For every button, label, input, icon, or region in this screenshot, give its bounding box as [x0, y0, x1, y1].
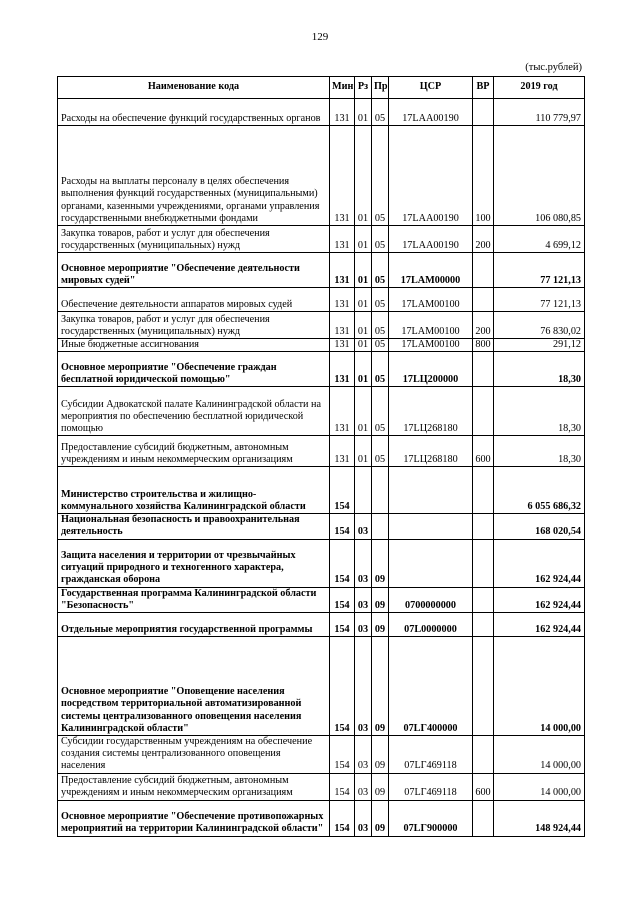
header-rz: Рз: [355, 77, 372, 99]
row-pr: [372, 467, 389, 514]
table-row: [58, 99, 585, 126]
row-amount: 106 080,85: [494, 126, 585, 226]
table-row: [58, 312, 585, 339]
row-rz: [355, 467, 372, 514]
table-row: [58, 514, 585, 539]
header-year: 2019 год: [494, 77, 585, 99]
row-min: 154: [330, 514, 355, 539]
table-row: [58, 253, 585, 288]
row-name: Основное мероприятие "Обеспечение граждан бесплатной юридической помощью": [58, 352, 330, 387]
table-header-row: [58, 77, 585, 99]
row-name: Защита населения и территории от чрезвычайных ситуаций природного и техногенного характера, гражданская оборона: [58, 539, 330, 587]
row-name: Отдельные мероприятия государственной программы: [58, 613, 330, 637]
table-row: [58, 226, 585, 253]
row-rz: 03: [355, 539, 372, 587]
row-name: Расходы на обеспечение функций государственных органов: [58, 99, 330, 126]
row-rz: 03: [355, 587, 372, 612]
table-row: [58, 613, 585, 637]
row-name: Обеспечение деятельности аппаратов мировых судей: [58, 288, 330, 312]
row-vr: [473, 352, 494, 387]
row-amount: 14 000,00: [494, 773, 585, 800]
table-row: [58, 800, 585, 836]
row-pr: 09: [372, 613, 389, 637]
row-amount: 291,12: [494, 339, 585, 352]
row-name: Предоставление субсидий бюджетным, автономным учреждениям и иным некоммерческим организациям: [58, 436, 330, 467]
row-min: 131: [330, 253, 355, 288]
row-name: Национальная безопасность и правоохранительная деятельность: [58, 514, 330, 539]
row-csr: 17LЦ200000: [389, 352, 473, 387]
row-csr: 17LAM00100: [389, 312, 473, 339]
row-csr: 07LГ900000: [389, 800, 473, 836]
row-pr: 09: [372, 539, 389, 587]
row-csr: 17LЦ268180: [389, 436, 473, 467]
page-number: 129: [311, 31, 329, 43]
row-vr: [473, 514, 494, 539]
row-vr: [473, 736, 494, 774]
row-rz: 01: [355, 436, 372, 467]
row-min: 131: [330, 99, 355, 126]
row-min: 154: [330, 587, 355, 612]
row-amount: 14 000,00: [494, 637, 585, 736]
row-vr: 200: [473, 312, 494, 339]
row-min: 154: [330, 613, 355, 637]
row-pr: 05: [372, 352, 389, 387]
row-rz: 03: [355, 773, 372, 800]
row-amount: 77 121,13: [494, 288, 585, 312]
row-min: 154: [330, 637, 355, 736]
row-min: 131: [330, 352, 355, 387]
table-row: [58, 467, 585, 514]
row-vr: [473, 637, 494, 736]
header-name: Наименование кода: [58, 77, 330, 99]
row-csr: 17LЦ268180: [389, 387, 473, 436]
table-row: [58, 387, 585, 436]
row-amount: 162 924,44: [494, 587, 585, 612]
row-vr: 800: [473, 339, 494, 352]
row-vr: [473, 99, 494, 126]
table-row: [58, 436, 585, 467]
row-amount: 110 779,97: [494, 99, 585, 126]
row-name: Министерство строительства и жилищно-коммунального хозяйства Калининградской области: [58, 467, 330, 514]
row-csr: [389, 539, 473, 587]
row-name: Субсидии Адвокатской палате Калининградской области на мероприятия по обеспечению бесплатной юридической помощью: [58, 387, 330, 436]
row-vr: 200: [473, 226, 494, 253]
row-amount: 162 924,44: [494, 613, 585, 637]
row-vr: [473, 587, 494, 612]
row-csr: [389, 467, 473, 514]
row-min: 131: [330, 288, 355, 312]
row-csr: 07L0000000: [389, 613, 473, 637]
row-rz: 01: [355, 288, 372, 312]
row-name: Основное мероприятие "Обеспечение деятельности мировых судей": [58, 253, 330, 288]
row-vr: [473, 539, 494, 587]
budget-table: [57, 76, 585, 837]
row-amount: 6 055 686,32: [494, 467, 585, 514]
table-row: [58, 288, 585, 312]
row-name: Закупка товаров, работ и услуг для обеспечения государственных (муниципальных) нужд: [58, 312, 330, 339]
row-rz: 03: [355, 637, 372, 736]
row-min: 131: [330, 312, 355, 339]
row-csr: 17LAM00000: [389, 253, 473, 288]
row-pr: 09: [372, 800, 389, 836]
row-csr: 07LГ469118: [389, 773, 473, 800]
units-label: (тыс.рублей): [525, 62, 582, 73]
row-vr: [473, 253, 494, 288]
table-row: [58, 637, 585, 736]
row-csr: 17LAA00190: [389, 99, 473, 126]
row-min: 131: [330, 339, 355, 352]
row-amount: 14 000,00: [494, 736, 585, 774]
row-name: Предоставление субсидий бюджетным, автономным учреждениям и иным некоммерческим организациям: [58, 773, 330, 800]
row-vr: 100: [473, 126, 494, 226]
header-csr: ЦСР: [389, 77, 473, 99]
row-min: 131: [330, 436, 355, 467]
row-csr: 17LAA00190: [389, 226, 473, 253]
row-pr: [372, 514, 389, 539]
row-rz: 03: [355, 736, 372, 774]
row-rz: 01: [355, 226, 372, 253]
table-row: [58, 773, 585, 800]
row-pr: 05: [372, 339, 389, 352]
row-name: Субсидии государственным учреждениям на обеспечение создания системы централизованного оповещения населения: [58, 736, 330, 774]
row-min: 154: [330, 467, 355, 514]
row-csr: 0700000000: [389, 587, 473, 612]
row-amount: 162 924,44: [494, 539, 585, 587]
row-pr: 09: [372, 637, 389, 736]
row-pr: 05: [372, 288, 389, 312]
table-row: [58, 587, 585, 612]
row-pr: 05: [372, 253, 389, 288]
row-rz: 03: [355, 514, 372, 539]
row-name: Государственная программа Калининградской области "Безопасность": [58, 587, 330, 612]
row-vr: [473, 613, 494, 637]
row-amount: 18,30: [494, 387, 585, 436]
row-name: Расходы на выплаты персоналу в целях обеспечения выполнения функций государственных (муниципальными) органами, казенными учреждениями, органами управления государственными внебюджетными фондами: [58, 126, 330, 226]
row-rz: 01: [355, 253, 372, 288]
row-amount: 4 699,12: [494, 226, 585, 253]
header-vr: ВР: [473, 77, 494, 99]
row-name: Основное мероприятие "Оповещение населения посредством территориальной автоматизированной системы централизованного оповещения населения Калининградской области": [58, 637, 330, 736]
header-pr: Пр: [372, 77, 389, 99]
table-body: [58, 99, 585, 837]
row-vr: [473, 467, 494, 514]
row-rz: 01: [355, 126, 372, 226]
row-vr: [473, 288, 494, 312]
row-rz: 01: [355, 339, 372, 352]
row-vr: 600: [473, 436, 494, 467]
row-amount: 77 121,13: [494, 253, 585, 288]
row-min: 154: [330, 539, 355, 587]
row-csr: 07LГ400000: [389, 637, 473, 736]
row-pr: 09: [372, 736, 389, 774]
row-rz: 01: [355, 352, 372, 387]
row-vr: 600: [473, 773, 494, 800]
table-row: [58, 339, 585, 352]
table-row: [58, 126, 585, 226]
row-rz: 01: [355, 99, 372, 126]
row-csr: 17LAM00100: [389, 288, 473, 312]
row-rz: 03: [355, 613, 372, 637]
row-amount: 76 830,02: [494, 312, 585, 339]
row-csr: 07LГ469118: [389, 736, 473, 774]
row-pr: 05: [372, 387, 389, 436]
table-row: [58, 736, 585, 774]
row-name: Основное мероприятие "Обеспечение противопожарных мероприятий на территории Калининградской области": [58, 800, 330, 836]
row-name: Закупка товаров, работ и услуг для обеспечения государственных (муниципальных) нужд: [58, 226, 330, 253]
row-pr: 05: [372, 126, 389, 226]
row-min: 154: [330, 773, 355, 800]
row-rz: 01: [355, 312, 372, 339]
row-amount: 18,30: [494, 436, 585, 467]
row-pr: 09: [372, 587, 389, 612]
row-csr: 17LAM00100: [389, 339, 473, 352]
row-rz: 03: [355, 800, 372, 836]
row-vr: [473, 800, 494, 836]
table-row: [58, 352, 585, 387]
row-pr: 09: [372, 773, 389, 800]
row-amount: 168 020,54: [494, 514, 585, 539]
row-pr: 05: [372, 99, 389, 126]
row-min: 131: [330, 126, 355, 226]
row-csr: 17LAA00190: [389, 126, 473, 226]
row-pr: 05: [372, 226, 389, 253]
row-min: 154: [330, 800, 355, 836]
row-min: 131: [330, 387, 355, 436]
row-name: Иные бюджетные ассигнования: [58, 339, 330, 352]
row-min: 131: [330, 226, 355, 253]
row-min: 154: [330, 736, 355, 774]
table-row: [58, 539, 585, 587]
row-csr: [389, 514, 473, 539]
row-rz: 01: [355, 387, 372, 436]
row-pr: 05: [372, 312, 389, 339]
row-pr: 05: [372, 436, 389, 467]
row-amount: 148 924,44: [494, 800, 585, 836]
header-min: Мин: [330, 77, 355, 99]
row-amount: 18,30: [494, 352, 585, 387]
row-vr: [473, 387, 494, 436]
